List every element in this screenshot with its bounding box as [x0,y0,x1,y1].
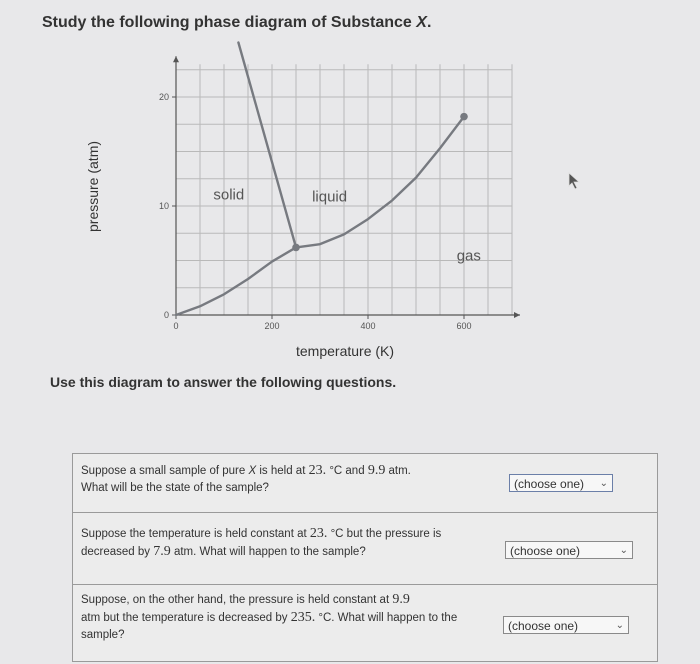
x-tick-label: 400 [360,321,376,331]
question-text: Suppose, on the other hand, the pressure is held constant at 9.9 atm but the temperature is decreased by 235. °C. What will happen to the sample? [81,592,458,641]
question-row [73,454,657,513]
x-tick-label: 200 [264,321,280,331]
y-tick-label: 10 [158,201,169,211]
instructions-text: Use this diagram to answer the following questions. [50,374,397,390]
y-axis-arrow [173,56,179,62]
chart-labels [213,186,481,264]
question-text: Suppose the temperature is held constant at 23. °C but the pressure is decreased by 7.9 atm. What will happen to the sample? [81,526,442,559]
phase-boundary-1 [238,43,296,248]
chart-ticks [159,92,472,331]
chevron-down-icon: ⌄ [599,478,608,489]
critical-point [460,113,468,121]
answer-select[interactable]: (choose one) ⌄ [505,541,633,559]
page-title: Study the following phase diagram of Substance X. [42,14,432,31]
y-axis-label: pressure (atm) [85,140,101,232]
phase-diagram-chart [0,40,700,370]
x-axis-arrow [514,312,520,318]
answer-select[interactable]: (choose one) ⌄ [509,474,613,492]
x-tick-label: 600 [456,321,472,331]
y-tick-label: 0 [163,310,169,320]
phase-boundary-2 [296,117,464,248]
question-row [73,585,657,661]
region-label-solid: solid [213,186,245,204]
chevron-down-icon: ⌄ [615,620,624,631]
phase-boundary-0 [176,247,296,315]
question-text: Suppose a small sample of pure X is held at 23. °C and 9.9 atm. What will be the state of the sample? [81,463,411,494]
chevron-down-icon: ⌄ [619,545,628,556]
region-label-liquid: liquid [312,188,348,206]
region-label-gas: gas [456,247,481,265]
answer-select[interactable]: (choose one) ⌄ [503,616,629,634]
x-tick-label: 0 [173,321,179,331]
mouse-cursor-icon [568,172,582,190]
triple-point [292,244,300,252]
y-tick-label: 20 [158,92,169,102]
questions-table [72,453,658,662]
x-axis-label: temperature (K) [296,343,395,359]
question-row [73,513,657,585]
